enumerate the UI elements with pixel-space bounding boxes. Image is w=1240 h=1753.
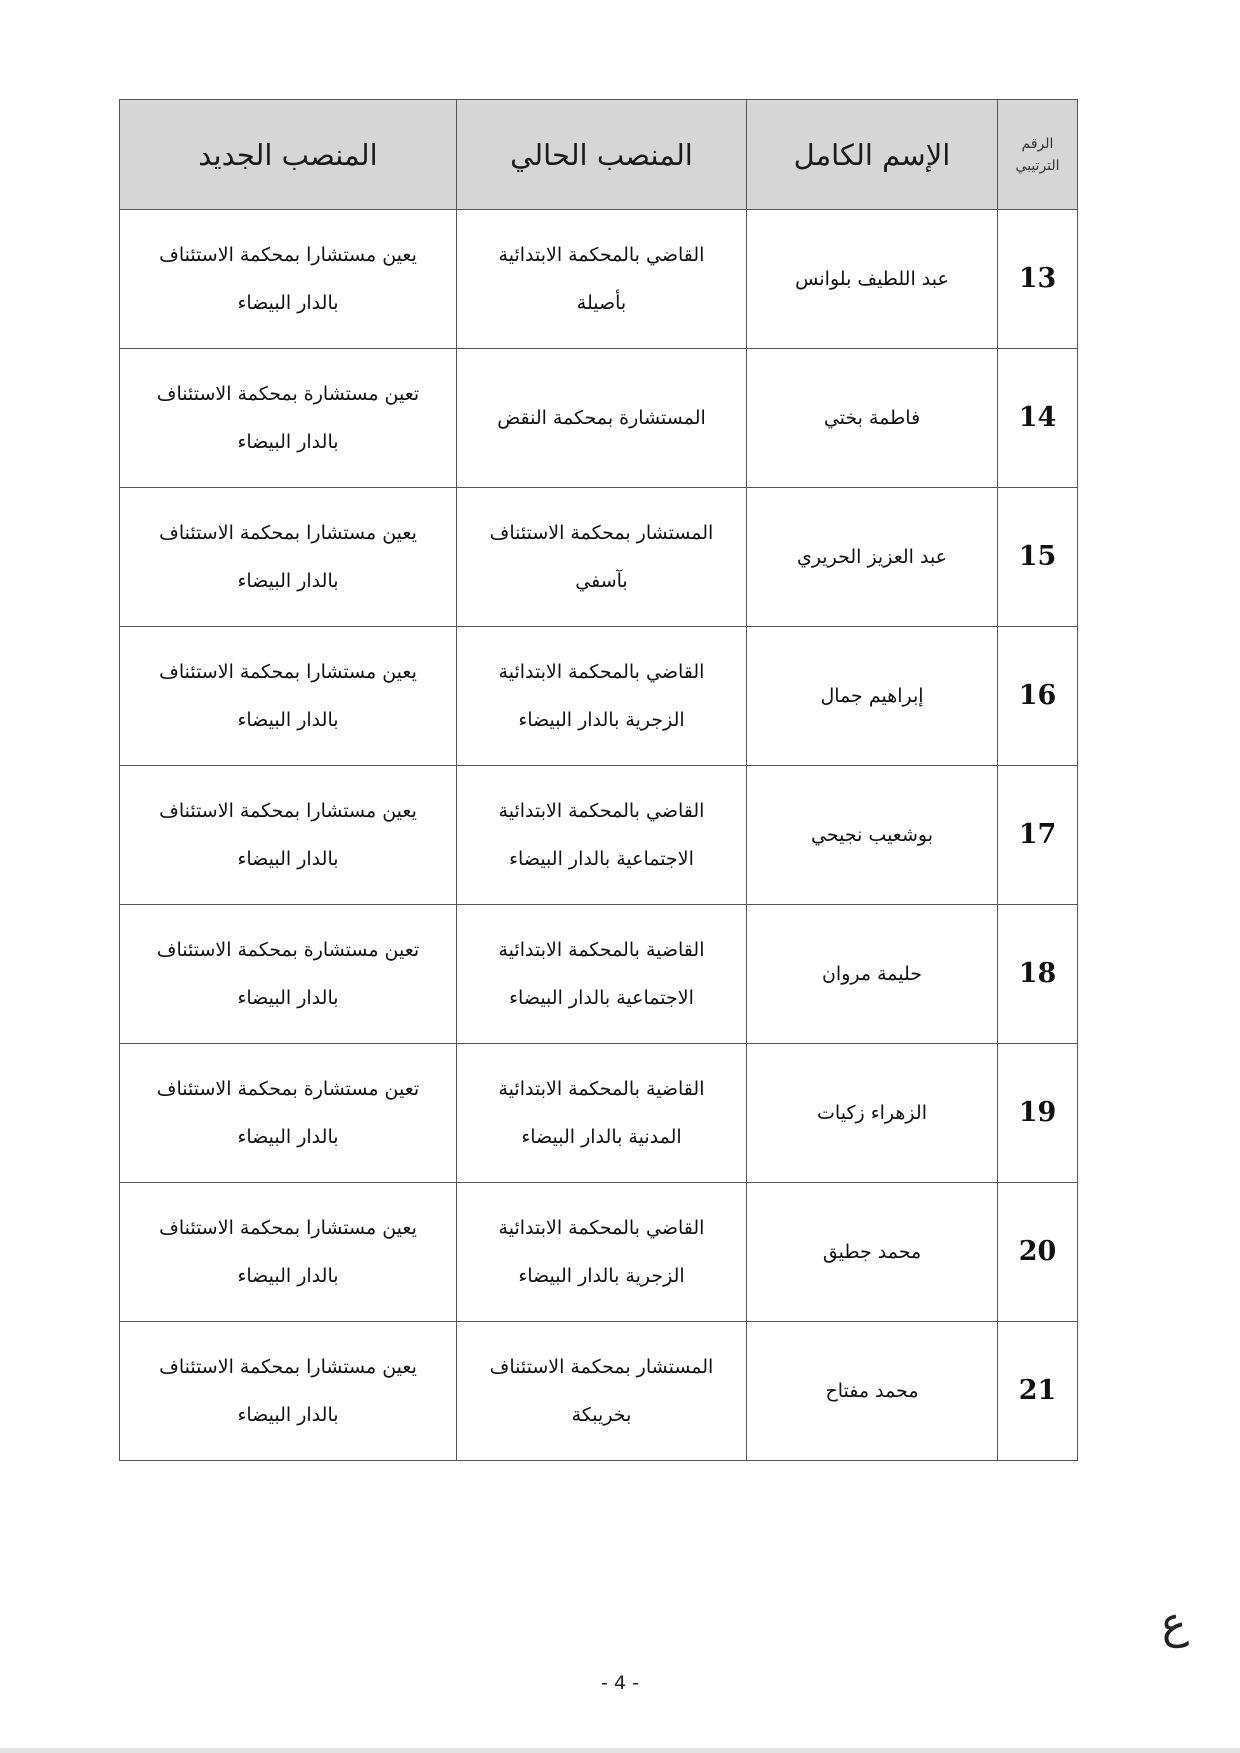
row-new-position [120, 1183, 457, 1322]
row-current-position [457, 488, 747, 627]
appointments-table [119, 99, 1078, 1461]
new-position-line: بالدار البيضاء [237, 1404, 339, 1426]
row-new-position [120, 627, 457, 766]
row-index: 19 [998, 1044, 1078, 1183]
current-position-line: القاضي بالمحكمة الابتدائية [498, 661, 705, 683]
new-position-line: تعين مستشارة بمحكمة الاستئناف [156, 1078, 420, 1100]
row-full-name: الزهراء زكيات [747, 1044, 998, 1183]
table-row [120, 210, 1078, 349]
row-full-name: عبد اللطيف بلوانس [747, 210, 998, 349]
row-full-name: فاطمة بختي [747, 349, 998, 488]
row-index: 21 [998, 1322, 1078, 1461]
header-index-line1: الرقم [1021, 135, 1054, 152]
current-position-line: المدنية بالدار البيضاء [521, 1126, 682, 1148]
current-position-line: الزجرية بالدار البيضاء [518, 709, 685, 731]
current-position-line: المستشارة بمحكمة النقض [497, 407, 706, 429]
current-position-line: القاضي بالمحكمة الابتدائية [498, 800, 705, 822]
row-new-position [120, 905, 457, 1044]
table-row [120, 349, 1078, 488]
table-header [120, 100, 1078, 210]
row-full-name: إبراهيم جمال [747, 627, 998, 766]
current-position-line: المستشار بمحكمة الاستئناف [489, 522, 714, 544]
row-current-position [457, 349, 747, 488]
current-position-line: الاجتماعية بالدار البيضاء [509, 987, 694, 1009]
new-position-line: بالدار البيضاء [237, 987, 339, 1009]
row-full-name: عبد العزيز الحريري [747, 488, 998, 627]
new-position-line: يعين مستشارا بمحكمة الاستئناف [159, 661, 417, 683]
new-position-line: تعين مستشارة بمحكمة الاستئناف [156, 383, 420, 405]
header-row [120, 100, 1078, 210]
table-row [120, 627, 1078, 766]
page-number: - 4 - [601, 1672, 639, 1694]
new-position-line: بالدار البيضاء [237, 709, 339, 731]
new-position-line: يعين مستشارا بمحكمة الاستئناف [159, 244, 417, 266]
new-position-line: يعين مستشارا بمحكمة الاستئناف [159, 1217, 417, 1239]
new-position-line: بالدار البيضاء [237, 570, 339, 592]
table-row [120, 488, 1078, 627]
row-full-name: محمد مفتاح [747, 1322, 998, 1461]
row-full-name: حليمة مروان [747, 905, 998, 1044]
header-name: الإسم الكامل [747, 100, 998, 210]
row-current-position [457, 1183, 747, 1322]
new-position-line: بالدار البيضاء [237, 848, 339, 870]
new-position-line: يعين مستشارا بمحكمة الاستئناف [159, 522, 417, 544]
row-full-name: بوشعيب نجيحي [747, 766, 998, 905]
scan-edge-divider [0, 1748, 1240, 1753]
new-position-line: بالدار البيضاء [237, 292, 339, 314]
table-row [120, 1322, 1078, 1461]
current-position-line: القاضية بالمحكمة الابتدائية [498, 939, 705, 961]
current-position-line: بأصيلة [576, 292, 627, 314]
row-new-position [120, 1322, 457, 1461]
row-current-position [457, 210, 747, 349]
current-position-line: بخريبكة [571, 1404, 632, 1426]
row-new-position [120, 488, 457, 627]
new-position-line: تعين مستشارة بمحكمة الاستئناف [156, 939, 420, 961]
row-new-position [120, 349, 457, 488]
new-position-line: بالدار البيضاء [237, 1265, 339, 1287]
row-current-position [457, 766, 747, 905]
header-index [998, 100, 1078, 210]
row-index: 17 [998, 766, 1078, 905]
row-index: 15 [998, 488, 1078, 627]
header-index-line2: الترتيبي [1015, 157, 1060, 174]
new-position-line: بالدار البيضاء [237, 431, 339, 453]
table-row [120, 905, 1078, 1044]
table-body [120, 210, 1078, 1461]
row-current-position [457, 905, 747, 1044]
row-index: 16 [998, 627, 1078, 766]
row-index: 20 [998, 1183, 1078, 1322]
current-position-line: الاجتماعية بالدار البيضاء [509, 848, 694, 870]
header-new-position: المنصب الجديد [120, 100, 457, 210]
current-position-line: الزجرية بالدار البيضاء [518, 1265, 685, 1287]
header-current-position: المنصب الحالي [457, 100, 747, 210]
handwritten-initial: ع [1156, 1596, 1190, 1651]
table-row [120, 1044, 1078, 1183]
new-position-line: يعين مستشارا بمحكمة الاستئناف [159, 800, 417, 822]
table-row [120, 1183, 1078, 1322]
current-position-line: القاضي بالمحكمة الابتدائية [498, 1217, 705, 1239]
row-current-position [457, 627, 747, 766]
row-full-name: محمد جطيق [747, 1183, 998, 1322]
current-position-line: بآسفي [575, 570, 628, 592]
row-index: 14 [998, 349, 1078, 488]
current-position-line: المستشار بمحكمة الاستئناف [489, 1356, 714, 1378]
new-position-line: يعين مستشارا بمحكمة الاستئناف [159, 1356, 417, 1378]
row-current-position [457, 1044, 747, 1183]
row-current-position [457, 1322, 747, 1461]
row-new-position [120, 210, 457, 349]
row-index: 18 [998, 905, 1078, 1044]
row-new-position [120, 1044, 457, 1183]
current-position-line: القاضي بالمحكمة الابتدائية [498, 244, 705, 266]
new-position-line: بالدار البيضاء [237, 1126, 339, 1148]
current-position-line: القاضية بالمحكمة الابتدائية [498, 1078, 705, 1100]
table-row [120, 766, 1078, 905]
row-new-position [120, 766, 457, 905]
row-index: 13 [998, 210, 1078, 349]
